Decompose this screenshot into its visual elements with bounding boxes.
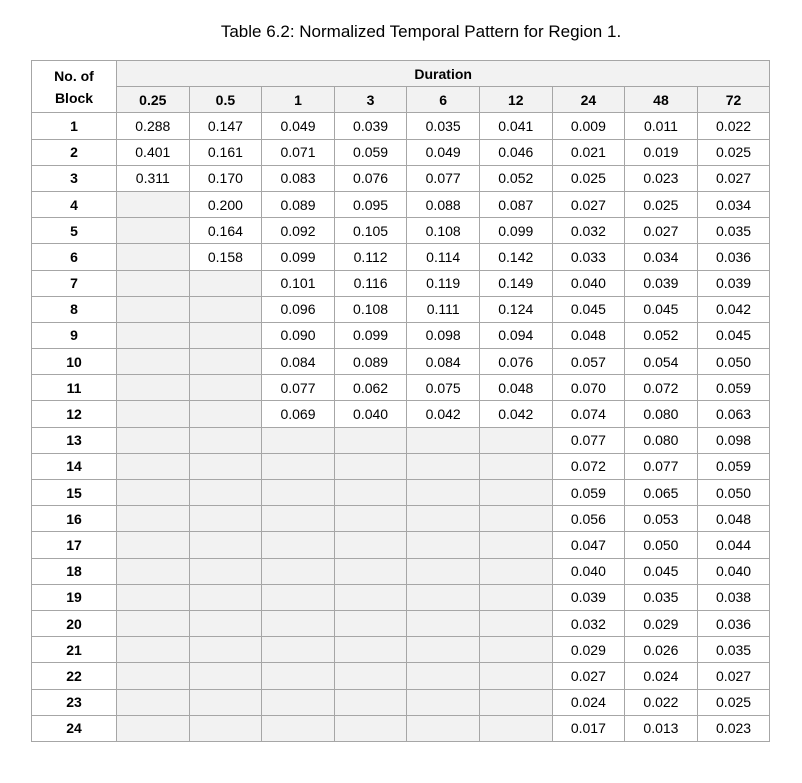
- value-cell: 0.023: [697, 715, 770, 741]
- value-cell: 0.025: [697, 689, 770, 715]
- duration-header-cell: 3: [334, 87, 407, 113]
- empty-cell: [189, 480, 262, 506]
- duration-header-cell: 0.25: [117, 87, 190, 113]
- value-cell: 0.099: [262, 244, 335, 270]
- value-cell: 0.111: [407, 296, 480, 322]
- value-cell: 0.046: [479, 139, 552, 165]
- table-row: [32, 218, 770, 244]
- value-cell: 0.009: [552, 113, 625, 139]
- duration-header-cell: 6: [407, 87, 480, 113]
- empty-cell: [407, 610, 480, 636]
- value-cell: 0.022: [625, 689, 698, 715]
- block-number-cell: 9: [32, 322, 117, 348]
- empty-cell: [117, 244, 190, 270]
- table-row: [32, 637, 770, 663]
- table-row: [32, 401, 770, 427]
- empty-cell: [189, 349, 262, 375]
- value-cell: 0.059: [552, 480, 625, 506]
- block-number-cell: 12: [32, 401, 117, 427]
- value-cell: 0.032: [552, 610, 625, 636]
- empty-cell: [262, 584, 335, 610]
- table-row: [32, 532, 770, 558]
- value-cell: 0.050: [697, 349, 770, 375]
- duration-header-cell: 72: [697, 87, 770, 113]
- value-cell: 0.017: [552, 715, 625, 741]
- empty-cell: [117, 427, 190, 453]
- empty-cell: [479, 663, 552, 689]
- table-row: [32, 427, 770, 453]
- empty-cell: [117, 375, 190, 401]
- empty-cell: [479, 427, 552, 453]
- value-cell: 0.027: [552, 191, 625, 217]
- header-row-durations: [32, 87, 770, 113]
- empty-cell: [117, 506, 190, 532]
- value-cell: 0.084: [407, 349, 480, 375]
- value-cell: 0.054: [625, 349, 698, 375]
- empty-cell: [479, 610, 552, 636]
- value-cell: 0.027: [697, 663, 770, 689]
- value-cell: 0.039: [697, 270, 770, 296]
- empty-cell: [334, 532, 407, 558]
- empty-cell: [479, 558, 552, 584]
- value-cell: 0.077: [552, 427, 625, 453]
- value-cell: 0.149: [479, 270, 552, 296]
- value-cell: 0.027: [697, 165, 770, 191]
- value-cell: 0.019: [625, 139, 698, 165]
- table-header: [32, 61, 770, 113]
- table-row: [32, 480, 770, 506]
- value-cell: 0.080: [625, 401, 698, 427]
- value-cell: 0.099: [334, 322, 407, 348]
- value-cell: 0.036: [697, 610, 770, 636]
- block-header-line1: No. of: [54, 67, 94, 84]
- value-cell: 0.089: [262, 191, 335, 217]
- table-row: [32, 453, 770, 479]
- value-cell: 0.039: [625, 270, 698, 296]
- value-cell: 0.040: [552, 558, 625, 584]
- duration-header-cell: 0.5: [189, 87, 262, 113]
- empty-cell: [407, 506, 480, 532]
- block-number-cell: 14: [32, 453, 117, 479]
- value-cell: 0.029: [625, 610, 698, 636]
- value-cell: 0.096: [262, 296, 335, 322]
- block-number-cell: 6: [32, 244, 117, 270]
- empty-cell: [334, 480, 407, 506]
- value-cell: 0.084: [262, 349, 335, 375]
- value-cell: 0.094: [479, 322, 552, 348]
- empty-cell: [117, 663, 190, 689]
- block-column-header: [32, 61, 117, 113]
- empty-cell: [189, 532, 262, 558]
- value-cell: 0.047: [552, 532, 625, 558]
- block-header-line2: Block: [54, 89, 94, 106]
- empty-cell: [189, 637, 262, 663]
- value-cell: 0.059: [697, 453, 770, 479]
- value-cell: 0.158: [189, 244, 262, 270]
- empty-cell: [479, 637, 552, 663]
- temporal-pattern-table: [31, 60, 770, 742]
- empty-cell: [117, 191, 190, 217]
- block-number-cell: 17: [32, 532, 117, 558]
- empty-cell: [407, 532, 480, 558]
- block-number-cell: 7: [32, 270, 117, 296]
- empty-cell: [262, 610, 335, 636]
- value-cell: 0.035: [625, 584, 698, 610]
- value-cell: 0.045: [552, 296, 625, 322]
- value-cell: 0.112: [334, 244, 407, 270]
- table-body: [32, 113, 770, 742]
- empty-cell: [117, 453, 190, 479]
- table-row: [32, 584, 770, 610]
- empty-cell: [334, 637, 407, 663]
- empty-cell: [117, 349, 190, 375]
- table-row: [32, 139, 770, 165]
- empty-cell: [117, 218, 190, 244]
- empty-cell: [262, 663, 335, 689]
- block-number-cell: 21: [32, 637, 117, 663]
- value-cell: 0.076: [479, 349, 552, 375]
- empty-cell: [189, 715, 262, 741]
- value-cell: 0.070: [552, 375, 625, 401]
- value-cell: 0.042: [697, 296, 770, 322]
- value-cell: 0.040: [552, 270, 625, 296]
- value-cell: 0.023: [625, 165, 698, 191]
- empty-cell: [407, 637, 480, 663]
- value-cell: 0.027: [625, 218, 698, 244]
- value-cell: 0.048: [552, 322, 625, 348]
- value-cell: 0.045: [625, 558, 698, 584]
- empty-cell: [262, 480, 335, 506]
- empty-cell: [262, 506, 335, 532]
- empty-cell: [117, 322, 190, 348]
- empty-cell: [189, 506, 262, 532]
- value-cell: 0.059: [697, 375, 770, 401]
- value-cell: 0.142: [479, 244, 552, 270]
- value-cell: 0.026: [625, 637, 698, 663]
- empty-cell: [117, 715, 190, 741]
- table-caption: Table 6.2: Normalized Temporal Pattern for Region 1.: [220, 22, 622, 41]
- block-number-cell: 20: [32, 610, 117, 636]
- value-cell: 0.053: [625, 506, 698, 532]
- empty-cell: [479, 480, 552, 506]
- value-cell: 0.027: [552, 663, 625, 689]
- empty-cell: [117, 558, 190, 584]
- table-row: [32, 349, 770, 375]
- empty-cell: [407, 663, 480, 689]
- empty-cell: [262, 689, 335, 715]
- block-number-cell: 4: [32, 191, 117, 217]
- value-cell: 0.161: [189, 139, 262, 165]
- empty-cell: [334, 453, 407, 479]
- block-number-cell: 19: [32, 584, 117, 610]
- value-cell: 0.087: [479, 191, 552, 217]
- empty-cell: [479, 532, 552, 558]
- empty-cell: [189, 296, 262, 322]
- value-cell: 0.056: [552, 506, 625, 532]
- value-cell: 0.040: [697, 558, 770, 584]
- empty-cell: [407, 453, 480, 479]
- value-cell: 0.034: [625, 244, 698, 270]
- block-number-cell: 11: [32, 375, 117, 401]
- empty-cell: [117, 270, 190, 296]
- empty-cell: [189, 689, 262, 715]
- block-number-cell: 1: [32, 113, 117, 139]
- empty-cell: [407, 427, 480, 453]
- empty-cell: [334, 663, 407, 689]
- block-number-cell: 5: [32, 218, 117, 244]
- empty-cell: [479, 506, 552, 532]
- value-cell: 0.044: [697, 532, 770, 558]
- value-cell: 0.090: [262, 322, 335, 348]
- block-number-cell: 2: [32, 139, 117, 165]
- header-row-duration: [32, 61, 770, 87]
- value-cell: 0.092: [262, 218, 335, 244]
- empty-cell: [262, 637, 335, 663]
- block-number-cell: 15: [32, 480, 117, 506]
- value-cell: 0.022: [697, 113, 770, 139]
- value-cell: 0.101: [262, 270, 335, 296]
- value-cell: 0.077: [262, 375, 335, 401]
- value-cell: 0.050: [697, 480, 770, 506]
- empty-cell: [189, 322, 262, 348]
- value-cell: 0.119: [407, 270, 480, 296]
- value-cell: 0.013: [625, 715, 698, 741]
- value-cell: 0.049: [262, 113, 335, 139]
- value-cell: 0.041: [479, 113, 552, 139]
- value-cell: 0.048: [697, 506, 770, 532]
- value-cell: 0.062: [334, 375, 407, 401]
- empty-cell: [262, 427, 335, 453]
- value-cell: 0.077: [625, 453, 698, 479]
- value-cell: 0.057: [552, 349, 625, 375]
- block-number-cell: 22: [32, 663, 117, 689]
- empty-cell: [334, 506, 407, 532]
- value-cell: 0.099: [479, 218, 552, 244]
- value-cell: 0.105: [334, 218, 407, 244]
- empty-cell: [334, 610, 407, 636]
- empty-cell: [189, 558, 262, 584]
- empty-cell: [407, 689, 480, 715]
- table-row: [32, 165, 770, 191]
- empty-cell: [189, 584, 262, 610]
- empty-cell: [479, 715, 552, 741]
- table-row: [32, 191, 770, 217]
- block-number-cell: 10: [32, 349, 117, 375]
- block-number-cell: 23: [32, 689, 117, 715]
- empty-cell: [407, 558, 480, 584]
- value-cell: 0.089: [334, 349, 407, 375]
- block-number-cell: 13: [32, 427, 117, 453]
- table-row: [32, 296, 770, 322]
- value-cell: 0.088: [407, 191, 480, 217]
- value-cell: 0.124: [479, 296, 552, 322]
- empty-cell: [189, 427, 262, 453]
- block-number-cell: 3: [32, 165, 117, 191]
- value-cell: 0.021: [552, 139, 625, 165]
- value-cell: 0.039: [552, 584, 625, 610]
- value-cell: 0.401: [117, 139, 190, 165]
- value-cell: 0.077: [407, 165, 480, 191]
- value-cell: 0.072: [625, 375, 698, 401]
- value-cell: 0.288: [117, 113, 190, 139]
- empty-cell: [334, 584, 407, 610]
- table-row: [32, 322, 770, 348]
- empty-cell: [407, 584, 480, 610]
- value-cell: 0.170: [189, 165, 262, 191]
- empty-cell: [479, 453, 552, 479]
- value-cell: 0.108: [407, 218, 480, 244]
- table-row: [32, 610, 770, 636]
- empty-cell: [117, 296, 190, 322]
- value-cell: 0.011: [625, 113, 698, 139]
- empty-cell: [262, 715, 335, 741]
- value-cell: 0.024: [625, 663, 698, 689]
- value-cell: 0.059: [334, 139, 407, 165]
- block-number-cell: 16: [32, 506, 117, 532]
- value-cell: 0.200: [189, 191, 262, 217]
- value-cell: 0.095: [334, 191, 407, 217]
- empty-cell: [117, 532, 190, 558]
- empty-cell: [334, 689, 407, 715]
- block-number-cell: 18: [32, 558, 117, 584]
- table-row: [32, 506, 770, 532]
- duration-header-cell: 12: [479, 87, 552, 113]
- empty-cell: [117, 610, 190, 636]
- value-cell: 0.050: [625, 532, 698, 558]
- empty-cell: [117, 689, 190, 715]
- value-cell: 0.042: [407, 401, 480, 427]
- empty-cell: [479, 584, 552, 610]
- value-cell: 0.045: [697, 322, 770, 348]
- value-cell: 0.036: [697, 244, 770, 270]
- value-cell: 0.038: [697, 584, 770, 610]
- table-row: [32, 375, 770, 401]
- table-row: [32, 715, 770, 741]
- value-cell: 0.065: [625, 480, 698, 506]
- table-row: [32, 558, 770, 584]
- value-cell: 0.049: [407, 139, 480, 165]
- block-number-cell: 8: [32, 296, 117, 322]
- value-cell: 0.074: [552, 401, 625, 427]
- value-cell: 0.098: [407, 322, 480, 348]
- empty-cell: [189, 270, 262, 296]
- value-cell: 0.071: [262, 139, 335, 165]
- empty-cell: [117, 401, 190, 427]
- value-cell: 0.063: [697, 401, 770, 427]
- value-cell: 0.025: [625, 191, 698, 217]
- value-cell: 0.045: [625, 296, 698, 322]
- value-cell: 0.069: [262, 401, 335, 427]
- table-row: [32, 113, 770, 139]
- empty-cell: [189, 375, 262, 401]
- empty-cell: [407, 480, 480, 506]
- empty-cell: [189, 610, 262, 636]
- value-cell: 0.052: [479, 165, 552, 191]
- value-cell: 0.035: [697, 218, 770, 244]
- value-cell: 0.034: [697, 191, 770, 217]
- empty-cell: [479, 689, 552, 715]
- value-cell: 0.035: [407, 113, 480, 139]
- empty-cell: [189, 663, 262, 689]
- value-cell: 0.039: [334, 113, 407, 139]
- empty-cell: [262, 558, 335, 584]
- value-cell: 0.025: [697, 139, 770, 165]
- value-cell: 0.114: [407, 244, 480, 270]
- value-cell: 0.075: [407, 375, 480, 401]
- value-cell: 0.083: [262, 165, 335, 191]
- value-cell: 0.080: [625, 427, 698, 453]
- duration-header-cell: 1: [262, 87, 335, 113]
- empty-cell: [117, 480, 190, 506]
- value-cell: 0.076: [334, 165, 407, 191]
- empty-cell: [407, 715, 480, 741]
- empty-cell: [189, 453, 262, 479]
- value-cell: 0.116: [334, 270, 407, 296]
- value-cell: 0.040: [334, 401, 407, 427]
- value-cell: 0.042: [479, 401, 552, 427]
- table-row: [32, 689, 770, 715]
- empty-cell: [189, 401, 262, 427]
- duration-group-header: Duration: [117, 61, 770, 87]
- empty-cell: [117, 637, 190, 663]
- empty-cell: [262, 532, 335, 558]
- value-cell: 0.035: [697, 637, 770, 663]
- value-cell: 0.164: [189, 218, 262, 244]
- empty-cell: [117, 584, 190, 610]
- value-cell: 0.098: [697, 427, 770, 453]
- duration-header-cell: 48: [625, 87, 698, 113]
- value-cell: 0.147: [189, 113, 262, 139]
- value-cell: 0.033: [552, 244, 625, 270]
- empty-cell: [334, 427, 407, 453]
- value-cell: 0.052: [625, 322, 698, 348]
- value-cell: 0.025: [552, 165, 625, 191]
- duration-header-cell: 24: [552, 87, 625, 113]
- value-cell: 0.108: [334, 296, 407, 322]
- value-cell: 0.072: [552, 453, 625, 479]
- table-row: [32, 244, 770, 270]
- value-cell: 0.024: [552, 689, 625, 715]
- value-cell: 0.029: [552, 637, 625, 663]
- table-row: [32, 663, 770, 689]
- empty-cell: [334, 558, 407, 584]
- empty-cell: [262, 453, 335, 479]
- block-number-cell: 24: [32, 715, 117, 741]
- value-cell: 0.048: [479, 375, 552, 401]
- value-cell: 0.311: [117, 165, 190, 191]
- value-cell: 0.032: [552, 218, 625, 244]
- empty-cell: [334, 715, 407, 741]
- table-row: [32, 270, 770, 296]
